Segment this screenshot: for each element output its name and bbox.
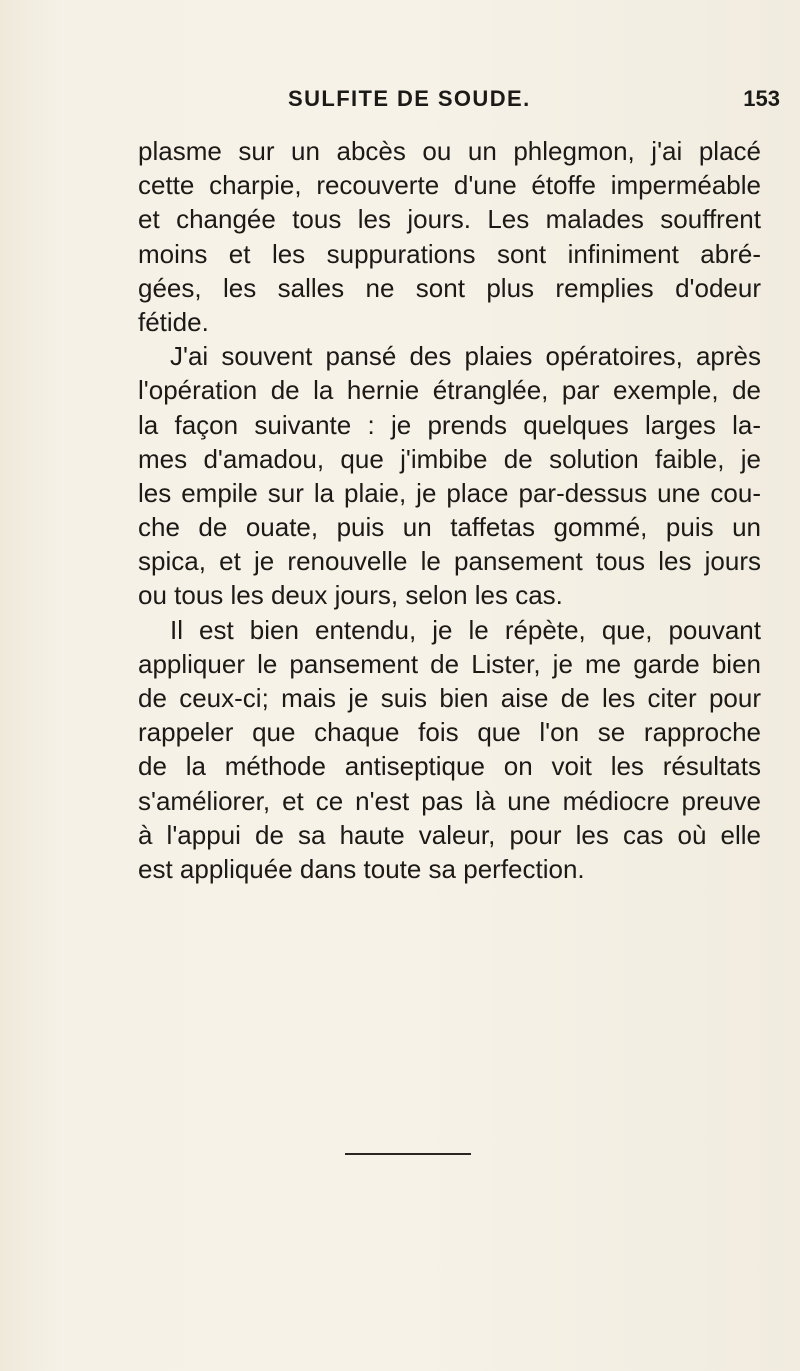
text-line: de la méthode antiseptique on voit les résultats	[138, 751, 761, 782]
section-rule	[345, 1153, 471, 1155]
text-line: est appliquée dans toute sa perfection.	[138, 853, 585, 884]
text-line: ou tous les deux jours, selon les cas.	[138, 580, 563, 611]
text-line: cette charpie, recouverte d'une étoffe imperméable	[138, 170, 761, 201]
text-line: l'opération de la hernie étranglée, par exemple, de	[138, 375, 761, 406]
text-line: Il est bien entendu, je le répète, que, pouvant	[170, 614, 761, 645]
text-line: gées, les salles ne sont plus remplies d'odeur	[138, 272, 761, 303]
text-line: spica, et je renouvelle le pansement tous les jours	[138, 546, 761, 577]
running-title: SULFITE DE SOUDE.	[288, 86, 531, 111]
text-line: s'améliorer, et ce n'est pas là une médiocre preuve	[138, 785, 761, 816]
body-text	[138, 134, 761, 886]
page-number: 153	[743, 86, 780, 111]
text-line: les empile sur la plaie, je place par-dessus une cou-	[138, 477, 761, 508]
text-line: à l'appui de sa haute valeur, pour les cas où elle	[138, 819, 761, 850]
text-line: plasme sur un abcès ou un phlegmon, j'ai placé	[138, 136, 761, 166]
text-line: et changée tous les jours. Les malades souffrent	[138, 204, 761, 235]
running-head	[138, 86, 790, 116]
text-line: J'ai souvent pansé des plaies opératoires, après	[170, 341, 761, 372]
text-line: appliquer le pansement de Lister, je me garde bien	[138, 648, 761, 679]
text-line: fétide.	[138, 306, 209, 337]
text-line: rappeler que chaque fois que l'on se rapproche	[138, 717, 761, 748]
text-line: che de ouate, puis un taffetas gommé, puis un	[138, 512, 761, 543]
text-line: de ceux-ci; mais je suis bien aise de les citer pour	[138, 683, 761, 713]
text-line: moins et les suppurations sont infiniment abré-	[138, 238, 761, 269]
text-line: mes d'amadou, que j'imbibe de solution faible, je	[138, 443, 761, 474]
text-line: la façon suivante : je prends quelques larges la-	[138, 409, 761, 440]
